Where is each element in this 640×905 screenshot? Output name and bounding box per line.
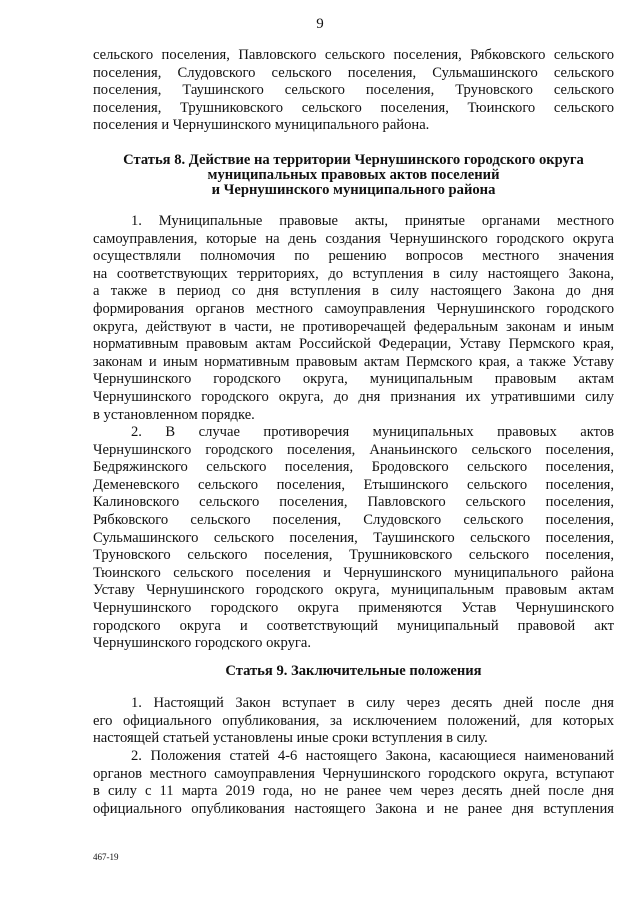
text-line: Чернушинского городского поселения, Ананьинского сельского поселения, <box>93 441 614 458</box>
text-line: Чернушинского городского округа. <box>93 635 312 652</box>
text-line: законам и иным нормативным правовым актам Пермского края, а также Уставу <box>93 353 614 370</box>
text-line: на соответствующих территориях, до вступления в силу настоящего Закона, <box>93 265 614 282</box>
text-line: 1. Настоящий Закон вступает в силу через десять дней после дня <box>131 695 614 711</box>
text-line: Труновского сельского поселения, Трушниковского сельского поселения, <box>93 547 614 564</box>
heading-line: и Чернушинского муниципального района <box>211 182 496 198</box>
text-line: 1. Муниципальные правовые акты, принятые органами местного <box>131 213 614 229</box>
text-line: Бедряжинского сельского поселения, Бродовского сельского поселения, <box>93 459 614 476</box>
page-number: 9 <box>316 16 324 32</box>
text-line: Сульмашинского сельского поселения, Таушинского сельского поселения, <box>93 529 614 546</box>
heading-line: Статья 8. Действие на территории Чернушинского городского округа <box>123 152 584 168</box>
text-line: Уставу Чернушинского городского округа, муниципальным правовым актам <box>93 582 614 599</box>
text-line: а также в период со дня вступления в силу настоящего Закона до дня <box>93 283 614 300</box>
text-line: поселения и Чернушинского муниципального района. <box>93 117 430 134</box>
text-line: его официального опубликования, за исключением положений, для которых <box>93 712 614 729</box>
text-line: Чернушинского городского округа применяются Устав Чернушинского <box>93 599 614 616</box>
article-8-heading <box>93 153 614 198</box>
heading-line: муниципальных правовых актов поселений <box>207 167 500 183</box>
article-9-heading <box>93 664 614 679</box>
article-9-paragraph-2 <box>93 748 614 818</box>
text-line: Чернушинского городского округа, муниципальным правовым актам <box>93 371 614 388</box>
article-8-paragraph-2 <box>93 424 614 653</box>
text-line: Тюинского сельского поселения и Чернушинского муниципального района <box>93 564 614 581</box>
heading-line: Статья 9. Заключительные положения <box>225 663 482 679</box>
text-line: формирования органов местного самоуправления Чернушинского городского <box>93 300 614 317</box>
text-line: в силу с 11 марта 2019 года, но не ранее чем через десять дней после дня <box>93 783 614 800</box>
text-line: 2. Положения статей 4-6 настоящего Закона, касающиеся наименований <box>131 748 614 764</box>
article-9-paragraph-1 <box>93 695 614 748</box>
text-line: нормативным правовым актам Российской Федерации, Уставу Пермского края, <box>93 336 614 353</box>
document-code: 467-19 <box>93 852 119 862</box>
text-line: официального опубликования настоящего Закона и не ранее дня вступления <box>93 800 614 817</box>
text-line: в установленном порядке. <box>93 406 255 423</box>
article-8-paragraph-1 <box>93 213 614 424</box>
text-line: поселения, Таушинского сельского поселения, Труновского сельского <box>93 82 614 99</box>
text-line: сельского поселения, Павловского сельского поселения, Рябковского сельского <box>93 47 614 63</box>
text-line: осуществляли полномочия по решению вопросов местного значения <box>93 248 614 265</box>
text-line: Калиновского сельского поселения, Павловского сельского поселения, <box>93 494 614 511</box>
text-line: городского округа и соответствующий муниципальный правовой акт <box>93 617 614 634</box>
text-line: органов местного самоуправления Чернушинского городского округа, вступают <box>93 765 614 782</box>
text-line: округа, действуют в части, не противоречащей федеральным законам и иным <box>93 318 614 335</box>
text-line: Рябковского сельского поселения, Слудовского сельского поселения, <box>93 511 614 528</box>
text-line: Чернушинского городского округа, до дня признания их утратившими силу <box>93 388 614 405</box>
text-line: поселения, Слудовского сельского поселения, Сульмашинского сельского <box>93 64 614 81</box>
text-line: настоящей статьей установлены иные сроки вступления в силу. <box>93 730 488 747</box>
top-paragraph <box>93 47 614 135</box>
text-line: поселения, Трушниковского сельского поселения, Тюинского сельского <box>93 99 614 116</box>
text-line: самоуправления, которые на день создания Чернушинского городского округа <box>93 230 614 247</box>
text-line: Деменевского сельского поселения, Етышинского сельского поселения, <box>93 476 614 493</box>
text-line: 2. В случае противоречия муниципальных правовых актов <box>131 424 614 440</box>
